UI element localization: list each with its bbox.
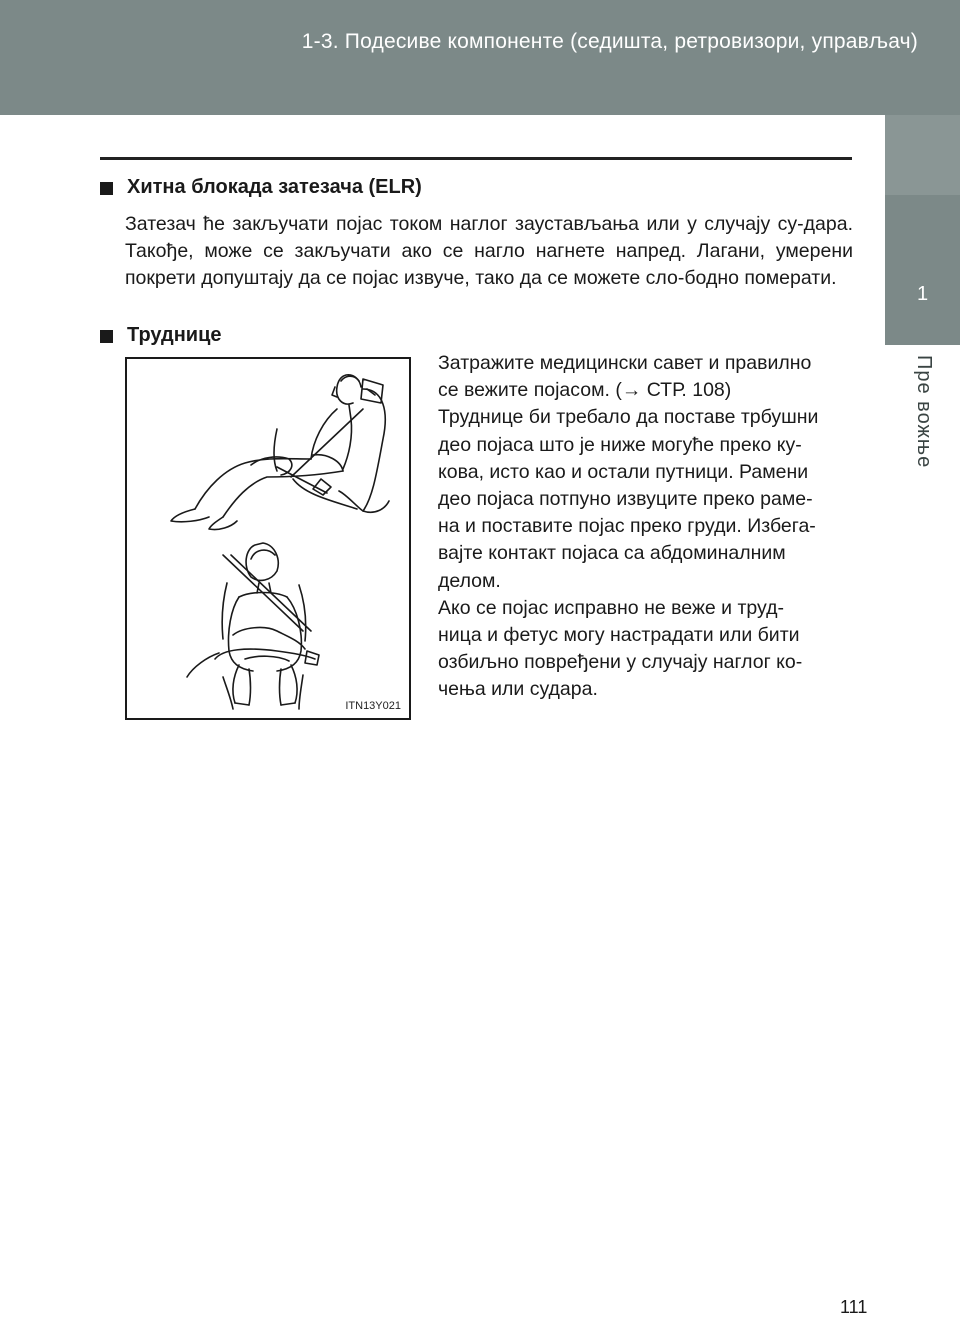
text-line: део појаса потпуно извуците преко раме- bbox=[438, 488, 813, 511]
text-line: Ако се појас исправно не веже и труд- bbox=[438, 596, 785, 619]
side-tab-top bbox=[885, 115, 960, 195]
text-line: вајте контакт појаса са абдоминалним bbox=[438, 542, 786, 565]
text-line: чења или судара. bbox=[438, 678, 598, 701]
heading-text: Труднице bbox=[127, 324, 222, 346]
text-line: се вежите појасом. (→ СТР. 108) bbox=[438, 379, 732, 402]
text-line: озбиљно повређени у случају наглог ко- bbox=[438, 651, 803, 674]
page-number: 111 bbox=[840, 1297, 868, 1317]
text-line: Труднице би требало да поставе трбушни bbox=[438, 406, 819, 429]
pregnant-paragraph bbox=[438, 350, 852, 704]
figure-code: ITN13Y021 bbox=[345, 700, 401, 712]
section-heading-pregnant bbox=[100, 324, 222, 347]
bullet-square-icon bbox=[100, 330, 113, 343]
chapter-tab bbox=[885, 195, 960, 345]
chapter-title: 1-3. Подесиве компоненте (седишта, ретровизори, управљач) bbox=[301, 30, 918, 53]
text-line: кова, исто као и остали путници. Рамени bbox=[438, 460, 809, 483]
section-divider bbox=[100, 157, 852, 160]
text-line: на и поставите појас преко груди. Избега- bbox=[438, 515, 816, 538]
section-heading-elr bbox=[100, 176, 422, 199]
chapter-label: Пре вожње bbox=[913, 355, 935, 469]
chapter-number: 1 bbox=[916, 283, 929, 305]
pregnant-seatbelt-illustration bbox=[125, 357, 411, 720]
text-line: делом. bbox=[438, 569, 501, 592]
seatbelt-figure-icon bbox=[127, 359, 409, 718]
text-line: ница и фетус могу настрадати или бити bbox=[438, 624, 800, 647]
text-line: део појаса што је ниже могуће преко ку- bbox=[438, 433, 802, 456]
bullet-square-icon bbox=[100, 182, 113, 195]
heading-text: Хитна блокада затезача (ELR) bbox=[127, 176, 422, 198]
elr-paragraph: Затезач ће закључати појас током наглог заустављања или у случају су-дара. Такође, може се закључати ако се нагло нагнете напред. Лагани, умерени покрети допуштају да се појас извуче, тако да се можете сло-бодно померати. bbox=[125, 213, 853, 289]
text-line: Затражите медицински савет и правилно bbox=[438, 352, 812, 374]
header-bar bbox=[0, 0, 960, 115]
